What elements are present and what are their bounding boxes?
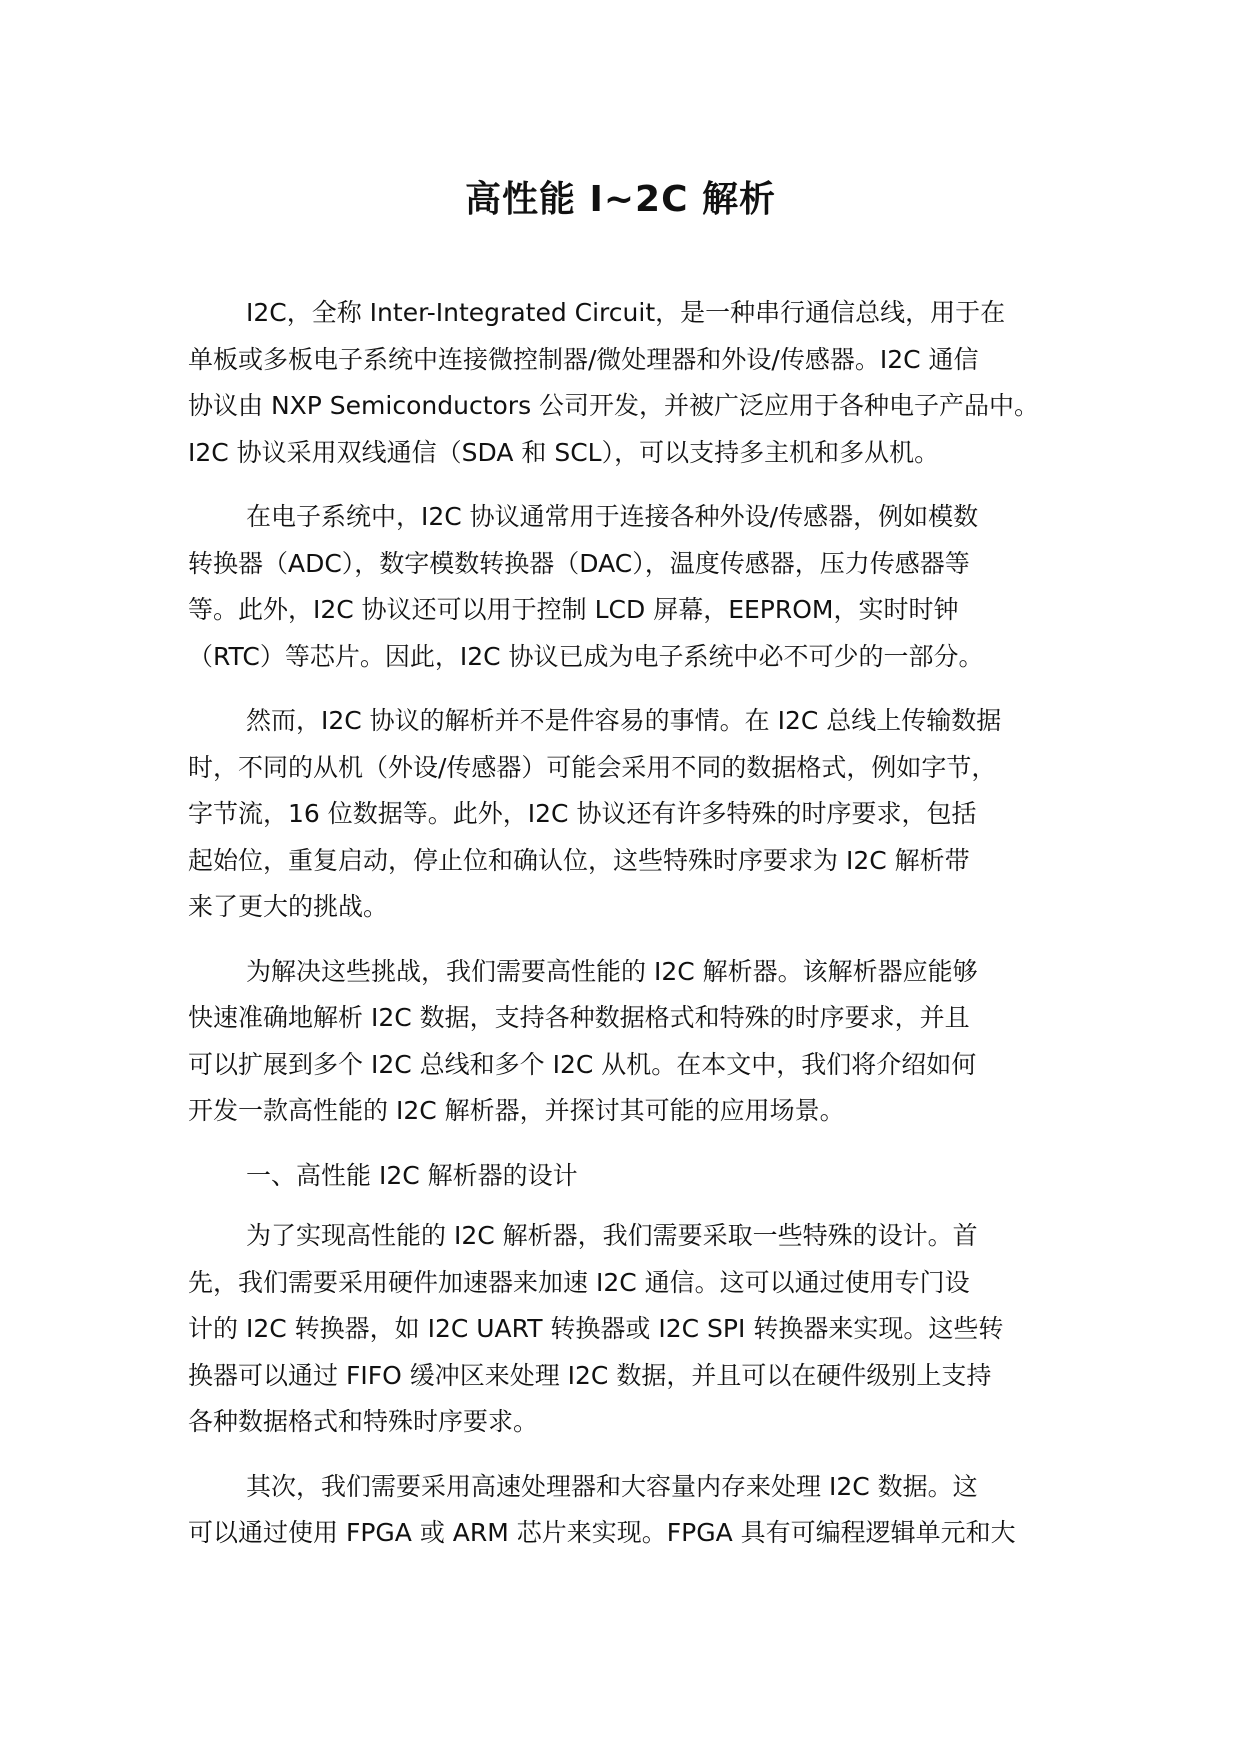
text-line: 先，我们需要采用硬件加速器来加速 I2C 通信。这可以通过使用专门设 — [188, 1267, 970, 1297]
text-line: 为解决这些挑战，我们需要高性能的 I2C 解析器。该解析器应能够 — [246, 956, 978, 986]
text-line: I2C，全称 Inter-Integrated Circuit，是一种串行通信总线，用于在 — [246, 298, 1006, 327]
paragraph-design — [188, 1213, 1068, 1446]
text-line: 为了实现高性能的 I2C 解析器，我们需要采取一些特殊的设计。首 — [246, 1221, 978, 1250]
text-line: 计的 I2C 转换器，如 I2C UART 转换器或 I2C SPI 转换器来实现。这些转 — [188, 1314, 1004, 1343]
section-heading — [188, 1153, 1068, 1200]
text-line: 转换器（ADC），数字模数转换器（DAC），温度传感器，压力传感器等 — [188, 548, 970, 578]
text-line: 换器可以通过 FIFO 缓冲区来处理 I2C 数据，并且可以在硬件级别上支持 — [188, 1360, 992, 1390]
text-line: 来了更大的挑战。 — [188, 892, 389, 921]
text-line: 可以扩展到多个 I2C 总线和多个 I2C 从机。在本文中，我们将介绍如何 — [188, 1049, 977, 1079]
paragraph-challenges — [188, 698, 1068, 931]
paragraph-solution — [188, 949, 1068, 1135]
text-line: 起始位，重复启动，停止位和确认位，这些特殊时序要求为 I2C 解析带 — [188, 845, 970, 875]
text-line: 单板或多板电子系统中连接微控制器/微处理器和外设/传感器。I2C 通信 — [188, 344, 979, 374]
text-line: I2C 协议采用双线通信（SDA 和 SCL），可以支持多主机和多从机。 — [188, 437, 940, 467]
text-line: 可以通过使用 FPGA 或 ARM 芯片来实现。FPGA 具有可编程逻辑单元和大 — [188, 1518, 1016, 1547]
document-title: 高性能 I~2C 解析 — [464, 179, 777, 220]
text-line: 字节流，16 位数据等。此外，I2C 协议还有许多特殊的时序要求，包括 — [188, 799, 977, 828]
text-line: 快速准确地解析 I2C 数据，支持各种数据格式和特殊的时序要求，并且 — [188, 1003, 970, 1032]
text-line: 协议由 NXP Semiconductors 公司开发，并被广泛应用于各种电子产品中。 — [188, 391, 1040, 420]
paragraph-processor — [188, 1464, 1068, 1557]
paragraph-applications — [188, 494, 1068, 680]
text-line: 其次，我们需要采用高速处理器和大容量内存来处理 I2C 数据。这 — [246, 1471, 978, 1501]
text-line: （RTC）等芯片。因此，I2C 协议已成为电子系统中必不可少的一部分。 — [188, 641, 984, 671]
document-body — [188, 290, 1068, 1575]
text-line: 等。此外，I2C 协议还可以用于控制 LCD 屏幕，EEPROM，实时时钟 — [188, 595, 959, 624]
text-line: 在电子系统中，I2C 协议通常用于连接各种外设/传感器，例如模数 — [246, 502, 979, 531]
section-heading-text: 一、高性能 I2C 解析器的设计 — [246, 1160, 578, 1190]
text-line: 开发一款高性能的 I2C 解析器，并探讨其可能的应用场景。 — [188, 1096, 845, 1125]
text-line: 时，不同的从机（外设/传感器）可能会采用不同的数据格式，例如字节， — [188, 752, 997, 782]
paragraph-intro — [188, 290, 1068, 476]
text-line: 各种数据格式和特殊时序要求。 — [188, 1407, 539, 1436]
text-line: 然而，I2C 协议的解析并不是件容易的事情。在 I2C 总线上传输数据 — [246, 706, 1002, 735]
